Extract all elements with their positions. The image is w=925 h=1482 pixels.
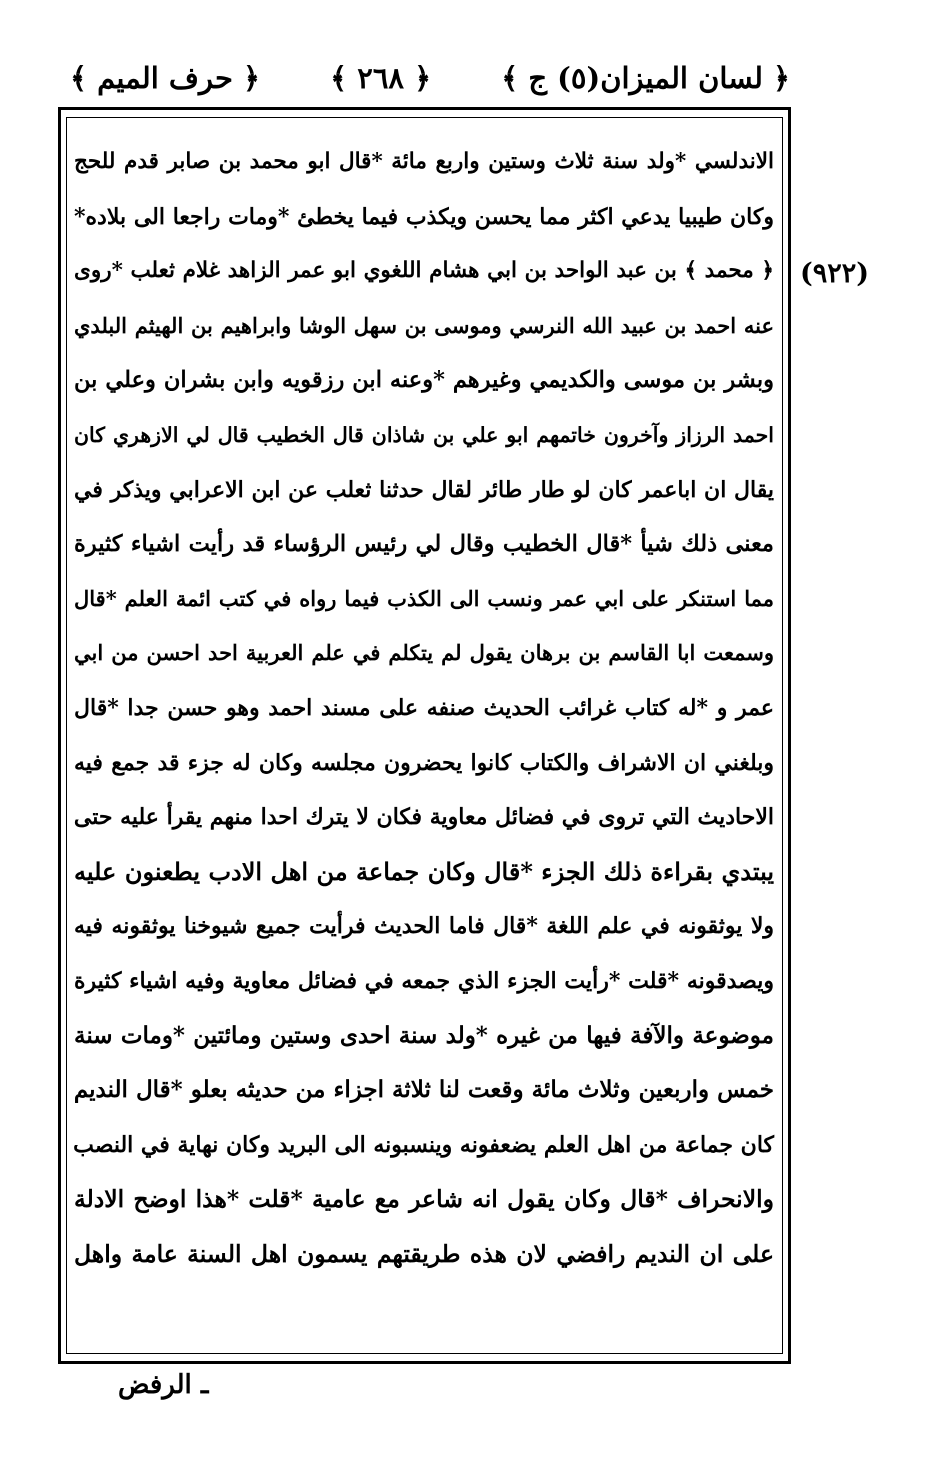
text-line: كان جماعة من اهل العلم يضعفونه وينسبونه الى البريد وكان نهاية في النصب xyxy=(73,1131,774,1158)
text-line: على ان النديم رافضي لان هذه طريقتهم يسمون اهل السنة عامة واهل xyxy=(74,1239,774,1268)
text-line: وبشر بن موسى والكديمي وغيرهم *وعنه ابن رزقويه وابن بشران وعلي بن xyxy=(74,367,774,394)
text-line: ويصدقونه *قلت *رأيت الجزء الذي جمعه في فضائل معاوية وفيه اشياء كثيرة xyxy=(74,967,774,994)
chapter-title: ﴿ حرف الميم ﴾ xyxy=(70,61,260,95)
main-text xyxy=(74,135,774,1281)
entry-number: (٩٢٢) xyxy=(800,258,870,289)
text-line: عمر و *له كتاب غرائب الحديث صنفه على مسند احمد وهو حسن جدا *قال xyxy=(74,694,774,721)
text-line: وبلغني ان الاشراف والكتاب كانوا يحضرون مجلسه وكان له جزء قد جمع فيه xyxy=(74,749,774,776)
text-line: عنه احمد بن عبيد الله النرسي وموسى بن سهل الوشا وابراهيم بن الهيثم البلدي xyxy=(74,312,774,338)
page-header xyxy=(70,48,790,108)
text-line: وكان طيبيا يدعي اكثر مما يحسن ويكذب فيما يخطئ *ومات راجعا الى بلاده* xyxy=(74,203,774,230)
text-line: مما استنكر على ابي عمر ونسب الى الكذب فيما رواه في كتب ائمة العلم *قال xyxy=(74,585,774,611)
text-line: يقال ان اباعمر كان لو طار طائر لقال حدثنا ثعلب عن ابن الاعرابي ويذكر في xyxy=(74,476,774,503)
catchword: ـ الرفض xyxy=(118,1370,209,1400)
text-line: معنى ذلك شيأ *قال الخطيب وقال لي رئيس الرؤساء قد رأيت اشياء كثيرة xyxy=(74,531,774,558)
text-line: الاحاديث التي تروى في فضائل معاوية فكان لا يترك احدا منهم يقرأ عليه حتى xyxy=(73,804,774,831)
text-line: ولا يوثقونه في علم اللغة *قال فاما الحديث فرأيت جميع شيوخنا يوثقونه فيه xyxy=(74,913,774,940)
page-number: ﴿ ٢٦٨ ﴾ xyxy=(330,61,432,95)
text-line: الاندلسي *ولد سنة ثلاث وستين واربع مائة *قال ابو محمد بن صابر قدم للحج xyxy=(74,149,774,174)
text-line: والانحراف *قال وكان يقول انه شاعر مع عامية *قلت *هذا اوضح الادلة xyxy=(74,1185,774,1214)
text-line: يبتدي بقراءة ذلك الجزء *قال وكان جماعة من اهل الادب يطعنون عليه xyxy=(74,856,774,886)
text-line: موضوعة والآفة فيها من غيره *ولد سنة احدى وستين ومائتين *ومات سنة xyxy=(74,1021,774,1049)
running-title: ﴿ لسان الميزان(٥) ج ﴾ xyxy=(501,61,790,95)
text-line: احمد الرزاز وآخرون خاتمهم ابو علي بن شاذان قال الخطيب قال لي الازهري كان xyxy=(74,422,774,447)
text-line: خمس واربعين وثلاث مائة وقعت لنا ثلاثة اجزاء من حديثه بعلو *قال النديم xyxy=(73,1076,774,1104)
text-line: وسمعت ابا القاسم بن برهان يقول لم يتكلم في علم العربية احد احسن من ابي xyxy=(74,640,774,666)
text-line: ﴿ محمد ﴾ بن عبد الواحد بن ابي هشام اللغوي ابو عمر الزاهد غلام ثعلب *روى xyxy=(74,258,774,284)
